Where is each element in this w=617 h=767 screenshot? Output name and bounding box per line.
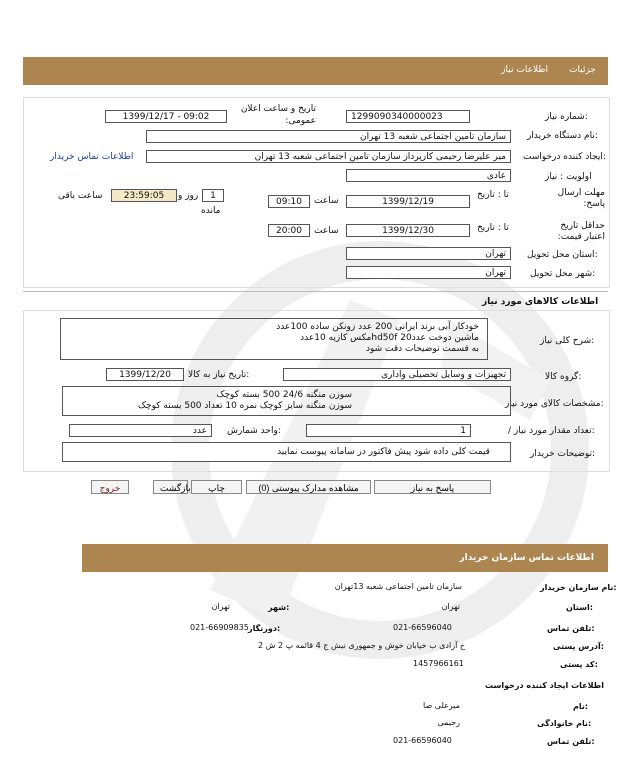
- section-divider: [23, 291, 608, 292]
- unit-label: واحد شمارش:: [227, 426, 281, 436]
- remaining-label-part2: مانده: [201, 206, 221, 216]
- contact-city-value: تهران: [211, 602, 230, 611]
- print-button[interactable]: چاپ: [191, 480, 242, 494]
- contact-province-label: استان:: [566, 603, 593, 612]
- buyer-org-label: نام دستگاه خریدار:: [527, 131, 598, 141]
- contact-province-value: تهران: [441, 602, 460, 611]
- goods-group-label: گروه کالا:: [545, 372, 582, 382]
- requester-phone-label: تلفن تماس:: [547, 737, 595, 746]
- priority-field: عادی: [346, 169, 511, 182]
- contact-postal-label: کد پستی:: [560, 660, 598, 669]
- goods-group-field: تجهیزات و وسایل تحصیلی واداری: [283, 368, 511, 381]
- buyer-org-field: سازمان تامین اجتماعی شعبه 13 تهران: [146, 130, 511, 143]
- summary-line: خودکار آبی برند ایرانی 200 عدد زونکن ساده 100عدد: [276, 322, 479, 332]
- reply-deadline-date-field: 1399/12/19: [346, 195, 470, 208]
- quantity-label: / تعداد مقدار مورد نیاز:: [508, 426, 595, 436]
- requester-phone-value: 021-66596040: [393, 736, 452, 745]
- reply-deadline-time-label: ساعت: [314, 196, 339, 206]
- spec-line: سوزن منگنه 24/6 500 بسته کوچک: [216, 390, 352, 400]
- contact-city-label: شهر:: [268, 603, 290, 612]
- need-date-field: 1399/12/20: [106, 368, 184, 381]
- need-date-label: تاریخ نیاز به کالا:: [188, 370, 250, 380]
- need-number-label: شماره نیاز:: [545, 112, 588, 122]
- top-nav-bar: [23, 57, 608, 85]
- view-attached-docs-button[interactable]: مشاهده مدارک پیوستی (0): [246, 480, 371, 494]
- price-validity-label: حداقل تاریخ اعتبار قیمت:: [557, 221, 605, 242]
- priority-label: اولویت : نیاز: [545, 172, 592, 182]
- spec-label: مشخصات کالای مورد نیاز:: [505, 399, 604, 409]
- need-number-field: 1299090340000023: [346, 110, 470, 123]
- contact-org-label: نام سازمان خریدار:: [540, 583, 617, 592]
- contact-fax-value: 021-66909835: [190, 623, 249, 632]
- buyer-contact-link[interactable]: اطلاعات تماس خریدار: [50, 152, 134, 162]
- buyer-notes-field: قیمت کلی داده شود پیش فاکتور در سامانه پیوست نمایید: [62, 442, 511, 462]
- announce-datetime-field: 1399/12/17 - 09:02: [105, 110, 227, 123]
- contact-postal-value: 1457966161: [413, 659, 464, 668]
- reply-deadline-label: مهلت ارسال پاسخ:: [557, 188, 605, 209]
- contact-phone-label: تلفن تماس:: [547, 624, 595, 633]
- requester-family-value: رحیمی: [437, 718, 460, 727]
- buyer-notes-label: توضیحات خریدار:: [530, 449, 596, 459]
- contact-phone-value: 021-66596040: [393, 623, 452, 632]
- back-button[interactable]: بازگشت: [153, 480, 188, 494]
- price-validity-date-prefix: تا : تاریخ: [477, 223, 509, 233]
- spec-box: [62, 386, 511, 416]
- contact-org-value: سازمان تامین اجتماعی شعبه 13تهران: [334, 582, 462, 591]
- summary-line: ماشین دوخت عدد20 hd50fمکس کازیه 10عدد: [300, 333, 479, 343]
- remaining-days-field: 1: [202, 189, 224, 202]
- contact-address-value: خ آزادی ب خیابان خوش و جمهوری نبش ج 4 قائمه پ 2 ش 2: [258, 641, 465, 650]
- delivery-province-field: تهران: [346, 247, 511, 260]
- quantity-field: 1: [306, 424, 471, 437]
- exit-button[interactable]: خروج: [91, 480, 129, 494]
- requester-section-title: اطلاعات ایجاد کننده درخواست: [485, 681, 604, 690]
- summary-line: به قسمت توضیحات دقت شود: [365, 344, 479, 354]
- requester-name-label: نام:: [573, 702, 589, 711]
- requester-family-label: نام خانوادگی:: [537, 719, 592, 728]
- unit-field: عدد: [69, 424, 212, 437]
- requester-name-value: میرعلی صا: [423, 701, 460, 710]
- price-validity-time-field: 20:00: [268, 224, 310, 237]
- price-validity-time-label: ساعت: [314, 226, 339, 236]
- tab-need-info[interactable]: اطلاعات نیاز: [501, 65, 548, 75]
- delivery-province-label: استان محل تحویل:: [527, 250, 598, 260]
- creator-label: ایجاد کننده درخواست:: [523, 152, 606, 162]
- remaining-time-field: 23:59:05: [111, 189, 177, 202]
- delivery-city-label: شهر محل تحویل:: [530, 269, 596, 279]
- announce-datetime-label: تاریخ و ساعت اعلان عمومی:: [240, 104, 316, 126]
- delivery-city-field: تهران: [346, 266, 511, 279]
- contact-address-label: آدرس پستی:: [553, 642, 604, 651]
- summary-label: شرح کلی نیاز:: [540, 336, 595, 346]
- contact-fax-label: دورنگار:: [248, 624, 281, 633]
- buyer-contact-title: اطلاعات تماس سازمان خریدار: [459, 553, 594, 563]
- spec-line: سوزن منگنه سایز کوچک نمره 10 تعداد 500 بسته کوچک: [137, 401, 352, 411]
- creator-field: میر علیرضا رحیمی کارپرداز سازمان تامین اجتماعی شعبه 13 تهران: [146, 150, 511, 163]
- tab-details[interactable]: جزئیات: [569, 65, 596, 75]
- summary-box: [60, 318, 488, 360]
- buyer-contact-header: [82, 544, 608, 572]
- price-validity-date-field: 1399/12/30: [346, 224, 470, 237]
- days-label: روز و: [178, 191, 199, 201]
- reply-deadline-date-prefix: تا : تاریخ: [477, 190, 509, 200]
- goods-section-title: اطلاعات کالاهای مورد نیاز: [482, 297, 599, 307]
- reply-to-need-button[interactable]: پاسخ به نیاز: [374, 480, 491, 494]
- reply-deadline-time-field: 09:10: [268, 195, 310, 208]
- remaining-label-part1: ساعت باقی: [58, 191, 103, 201]
